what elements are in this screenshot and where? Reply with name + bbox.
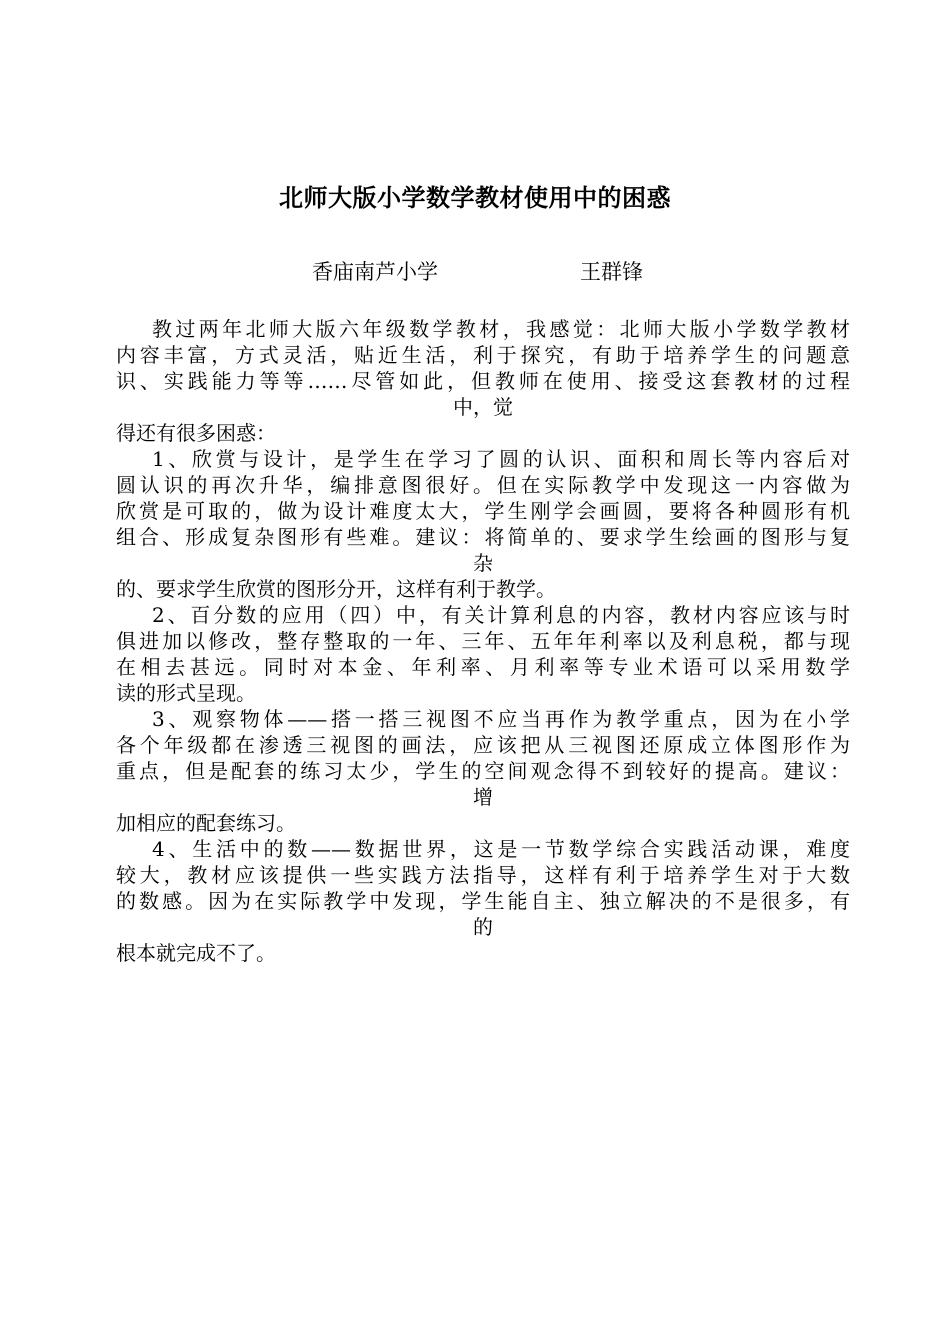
text-line: 加相应的配套练习。	[116, 811, 296, 835]
text-line: 圆认识的再次升华，编排意图很好。但在实际教学中发现这一内容做为	[116, 473, 850, 497]
text-line: 根本就完成不了。	[116, 941, 276, 965]
author-school: 香庙南芦小学	[312, 260, 438, 284]
text-line: 3、观察物体——搭一搭三视图不应当再作为教学重点，因为在小学	[152, 707, 850, 731]
text-line: 较大，教材应该提供一些实践方法指导，这样有利于培养学生对于大数	[116, 863, 850, 887]
text-line: 内容丰富，方式灵活，贴近生活，利于探究，有助于培养学生的问题意	[116, 343, 850, 367]
text-line: 俱进加以修改，整存整取的一年、三年、五年年利率以及利息税，都与现	[116, 629, 850, 653]
text-line: 识、实践能力等等……尽管如此，但教师在使用、接受这套教材的过程	[116, 369, 850, 393]
text-line: 重点，但是配套的练习太少，学生的空间观念得不到较好的提高。建议：	[116, 759, 850, 783]
text-line: 读的形式呈现。	[116, 681, 256, 705]
text-line: 增	[473, 785, 493, 809]
document-title: 北师大版小学数学教材使用中的困惑	[279, 184, 671, 212]
text-line: 4、生活中的数——数据世界，这是一节数学综合实践活动课，难度	[152, 837, 850, 861]
text-line: 杂	[473, 551, 493, 575]
text-line: 的数感。因为在实际教学中发现，学生能自主、独立解决的不是很多，有	[116, 889, 850, 913]
text-line: 1、欣赏与设计，是学生在学习了圆的认识、面积和周长等内容后对	[152, 447, 850, 471]
text-line: 欣赏是可取的，做为设计难度太大，学生刚学会画圆，要将各种圆形有机	[116, 499, 850, 523]
text-line: 中，觉	[453, 395, 513, 419]
text-line: 在相去甚远。同时对本金、年利率、月利率等专业术语可以采用数学	[116, 655, 850, 679]
author-name: 王群锋	[580, 260, 643, 284]
text-line: 的、要求学生欣赏的图形分开，这样有利于教学。	[116, 577, 556, 601]
text-line: 的	[473, 915, 493, 939]
text-line: 教过两年北师大版六年级数学教材，我感觉：北师大版小学数学教材	[152, 317, 850, 341]
text-line: 组合、形成复杂图形有些难。建议：将简单的、要求学生绘画的图形与复	[116, 525, 850, 549]
text-line: 各个年级都在渗透三视图的画法，应该把从三视图还原成立体图形作为	[116, 733, 850, 757]
text-line: 2、百分数的应用（四）中，有关计算利息的内容，教材内容应该与时	[152, 603, 850, 627]
text-line: 得还有很多困惑：	[116, 421, 276, 445]
document-body	[116, 316, 850, 966]
